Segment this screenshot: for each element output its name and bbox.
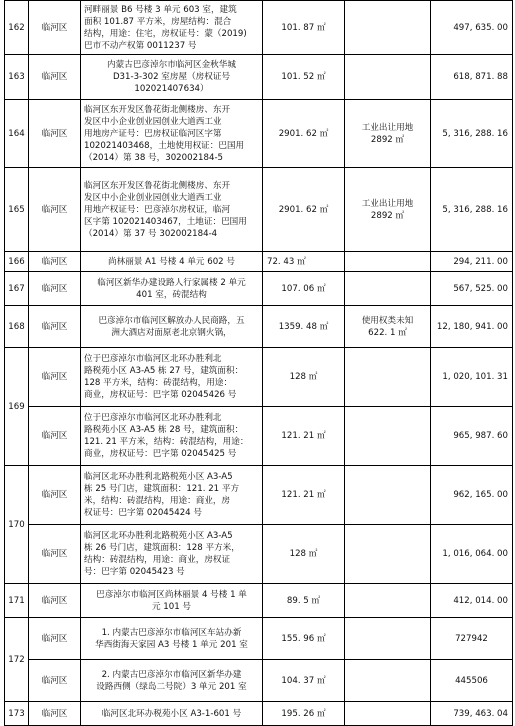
- amount: 1, 016, 064. 00: [431, 525, 513, 584]
- district: 临河区: [29, 702, 81, 726]
- district: 临河区: [29, 584, 81, 618]
- amount: 5, 316, 288. 16: [431, 100, 513, 168]
- land-note: [345, 525, 431, 584]
- table-row: [5, 1, 513, 55]
- row-number: 166: [5, 252, 29, 272]
- table-row: [5, 348, 513, 407]
- amount: 294, 211. 00: [431, 252, 513, 272]
- district: 临河区: [29, 348, 81, 407]
- property-description: 临河区东开发区鲁花街北侧楼房、东开 发区中小企业创业园创业大道西工业 用地房产证号：巴房权证临河区字第 102021403468，土地使用权证：巴国用 （2014）第 38 号，302002184-5: [81, 100, 263, 168]
- area: 2901. 62 ㎡: [263, 168, 345, 252]
- row-number: 169: [5, 348, 29, 466]
- table-row: [5, 100, 513, 168]
- row-number: 162: [5, 1, 29, 55]
- table-row: [5, 584, 513, 618]
- table-row: [5, 618, 513, 660]
- land-note: [345, 55, 431, 100]
- area: 72. 43 ㎡: [263, 252, 345, 272]
- amount: 567, 525. 00: [431, 272, 513, 306]
- amount: 497, 635. 00: [431, 1, 513, 55]
- land-note: [345, 272, 431, 306]
- area: 121. 21 ㎡: [263, 407, 345, 466]
- district: 临河区: [29, 466, 81, 525]
- table-row: [5, 660, 513, 702]
- land-note: [345, 348, 431, 407]
- amount: 5, 316, 288. 16: [431, 168, 513, 252]
- row-number: 165: [5, 168, 29, 252]
- area: 101. 87 ㎡: [263, 1, 345, 55]
- land-note: 工业出让用地 2892 ㎡: [345, 168, 431, 252]
- table-row: [5, 55, 513, 100]
- amount: 1, 020, 101. 31: [431, 348, 513, 407]
- row-number: 163: [5, 55, 29, 100]
- amount: 12, 180, 941. 00: [431, 306, 513, 348]
- property-description: 巴彦淖尔市临河区尚林丽景 4 号楼 1 单 元 101 号: [81, 584, 263, 618]
- property-description: 位于巴彦淖尔市临河区北环办胜利北 路税苑小区 A3-A5 栋 28 号，建筑面积： 121. 21 平方米，结构：砖混结构，用途： 商业，房权证号：巴字第 02045425 号: [81, 407, 263, 466]
- property-description: 位于巴彦淖尔市临河区北环办胜利北 路税苑小区 A3-A5 栋 27 号，建筑面积： 128 平方米，结构：砖混结构，用途： 商业，房权证号：巴字第 02045426 号: [81, 348, 263, 407]
- amount: 618, 871. 88: [431, 55, 513, 100]
- amount: 412, 014. 00: [431, 584, 513, 618]
- district: 临河区: [29, 660, 81, 702]
- land-note: [345, 407, 431, 466]
- property-description: 临河区东开发区鲁花街北侧楼房、东开 发区中小企业创业园创业大道西工业 用地产权证号：巴彦淖尔房权证，临河 区字第 102021403467，土地证：巴国用 （2014）第 37 号 302002184-4: [81, 168, 263, 252]
- table-row: [5, 702, 513, 726]
- table-row: [5, 525, 513, 584]
- land-note: [345, 660, 431, 702]
- district: 临河区: [29, 618, 81, 660]
- area: 89. 5 ㎡: [263, 584, 345, 618]
- area: 1359. 48 ㎡: [263, 306, 345, 348]
- land-note: [345, 466, 431, 525]
- district: 临河区: [29, 306, 81, 348]
- amount: 445506: [431, 660, 513, 702]
- land-note: [345, 618, 431, 660]
- land-note: 工业出让用地 2892 ㎡: [345, 100, 431, 168]
- table-row: [5, 168, 513, 252]
- property-description: 临河区北环办胜利北路税苑小区 A3-A5 栋 26 号门店，建筑面积：128 平方米， 结构：砖混结构，用途：商业，房权证 号：巴字第 02045423 号: [81, 525, 263, 584]
- row-number: 171: [5, 584, 29, 618]
- table-row: [5, 252, 513, 272]
- area: 104. 37 ㎡: [263, 660, 345, 702]
- area: 155. 96 ㎡: [263, 618, 345, 660]
- area: 121. 21 ㎡: [263, 466, 345, 525]
- area: 101. 52 ㎡: [263, 55, 345, 100]
- row-number: 168: [5, 306, 29, 348]
- district: 临河区: [29, 55, 81, 100]
- area: 2901. 62 ㎡: [263, 100, 345, 168]
- district: 临河区: [29, 252, 81, 272]
- district: 临河区: [29, 168, 81, 252]
- land-note: [345, 252, 431, 272]
- asset-table: [4, 0, 513, 726]
- row-number: 172: [5, 618, 29, 702]
- property-description: 临河区新华办建设路人行家属楼 2 单元 401 室，砖混结构: [81, 272, 263, 306]
- area: 107. 06 ㎡: [263, 272, 345, 306]
- amount: 727942: [431, 618, 513, 660]
- row-number: 170: [5, 466, 29, 584]
- area: 195. 26 ㎡: [263, 702, 345, 726]
- land-note: [345, 1, 431, 55]
- area: 128 ㎡: [263, 348, 345, 407]
- property-description: 巴彦淖尔市临河区解放办人民商路，五 洲大酒店对面原老北京钢火锅，: [81, 306, 263, 348]
- district: 临河区: [29, 525, 81, 584]
- district: 临河区: [29, 100, 81, 168]
- area: 128 ㎡: [263, 525, 345, 584]
- row-number: 167: [5, 272, 29, 306]
- amount: 739, 463. 04: [431, 702, 513, 726]
- property-description: 2. 内蒙古巴彦淖尔市临河区新华办建 设路西侧（绿岛二号院）3 单元 201 室: [81, 660, 263, 702]
- land-note: [345, 702, 431, 726]
- row-number: 173: [5, 702, 29, 726]
- property-description: 河畔丽景 B6 号楼 3 单元 603 室，建筑 面积 101.87 平方米，房屋结构：混合 结构，用途：住宅，房权证号：蒙（2019) 巴市不动产权第 0011237 号: [81, 1, 263, 55]
- table-row: [5, 466, 513, 525]
- property-description: 临河区北环办税苑小区 A3-1-601 号: [81, 702, 263, 726]
- amount: 962, 165. 00: [431, 466, 513, 525]
- district: 临河区: [29, 1, 81, 55]
- table-row: [5, 306, 513, 348]
- land-note: [345, 584, 431, 618]
- district: 临河区: [29, 272, 81, 306]
- property-description: 1. 内蒙古巴彦淖尔市临河区车站办新 华西街海天家园 A3 号楼 1 单元 201 室: [81, 618, 263, 660]
- property-description: 内蒙古巴彦淖尔市临河区金秋华城 D31-3-302 室房屋（房权证号 102021407634）: [81, 55, 263, 100]
- district: 临河区: [29, 407, 81, 466]
- amount: 965, 987. 60: [431, 407, 513, 466]
- table-row: [5, 272, 513, 306]
- property-description: 尚林丽景 A1 号楼 4 单元 602 号: [81, 252, 263, 272]
- row-number: 164: [5, 100, 29, 168]
- land-note: 使用权类未知 622. 1 ㎡: [345, 306, 431, 348]
- table-row: [5, 407, 513, 466]
- property-description: 临河区北环办胜利北路税苑小区 A3-A5 栋 25 号门店，建筑面积：121. 21 平方 米，结构：砖混结构，用途：商业，房 权证号：巴字第 02045424 号: [81, 466, 263, 525]
